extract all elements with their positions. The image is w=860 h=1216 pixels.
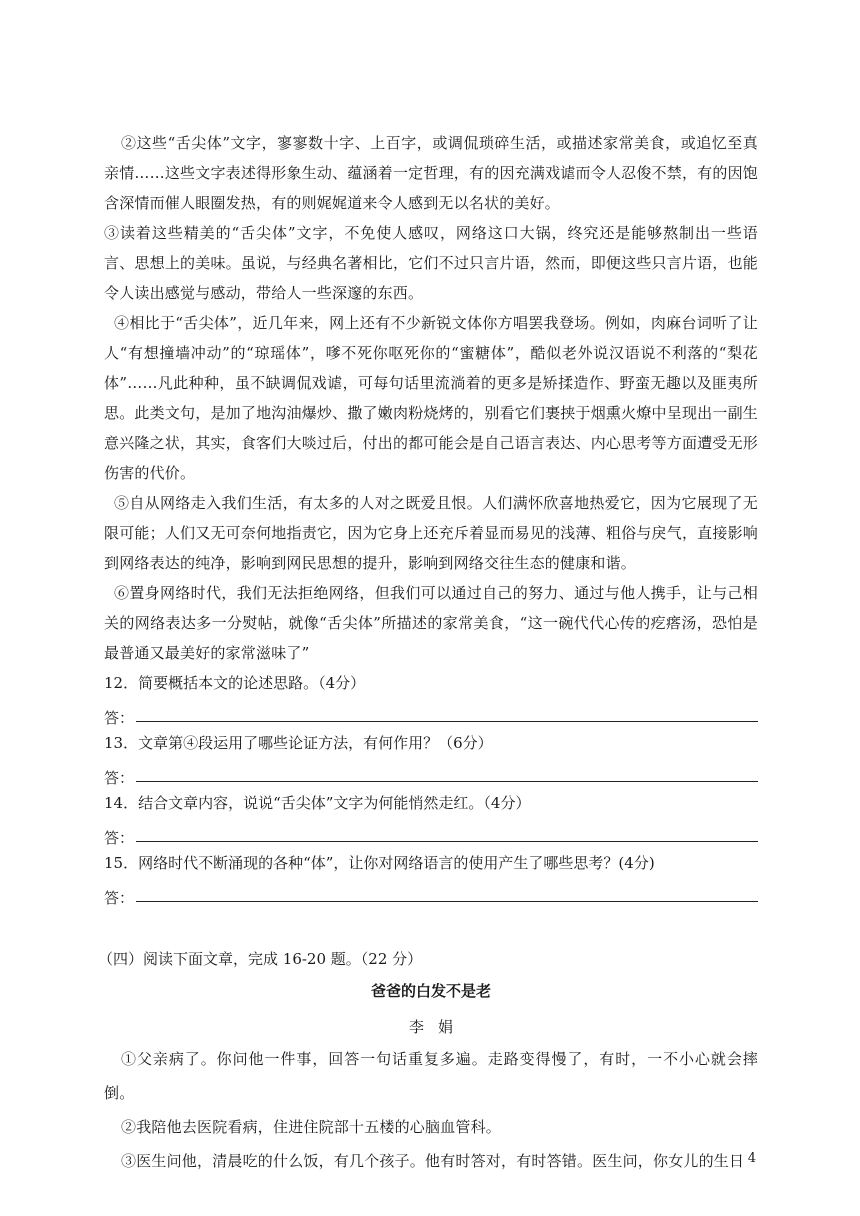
question-15 (104, 848, 758, 908)
answer-row (104, 818, 758, 848)
question-12 (104, 668, 758, 728)
article-title: 爸爸的白发不是老 (370, 982, 491, 1000)
paragraph-5: ⑤自从网络走入我们生活，有太多的人对之既爱且恨。人们满怀欣喜地热爱它，因为它展现了无限可能；人们又无可奈何地指责它，因为它身上还充斥着显而易见的浅薄、粗俗与戾气，直接影响到网络表达的纯净，影响到网民思想的提升，影响到网络交往生态的健康和谐。 (104, 494, 758, 572)
answer-line[interactable] (136, 701, 758, 722)
question-text: 12．简要概括本文的论述思路。（4分） (104, 674, 366, 692)
answer-label: 答： (104, 769, 135, 787)
answer-row (104, 878, 758, 908)
section-heading: （四）阅读下面文章，完成 16-20 题。（22 分） (98, 950, 423, 968)
story-body (104, 1042, 758, 1178)
answer-row (104, 698, 758, 728)
answer-row (104, 758, 758, 788)
answer-label: 答： (104, 829, 135, 847)
answer-label: 答： (104, 709, 135, 727)
question-14 (104, 788, 758, 848)
paragraph-2: ②这些“舌尖体”文字，寥寥数十字、上百字，或调侃琐碎生活，或描述家常美食，或追忆至真亲情……这些文字表述得形象生动、蕴涵着一定哲理，有的因充满戏谑而令人忍俊不禁，有的因饱含深情而催人眼圈发热，有的则娓娓道来令人感到无以名状的美好。 (104, 134, 758, 212)
answer-line[interactable] (136, 881, 758, 902)
question-13 (104, 728, 758, 788)
question-text: 14．结合文章内容，说说“舌尖体”文字为何能悄然走红。（4分） (104, 794, 531, 812)
answer-line[interactable] (136, 761, 758, 782)
question-text: 13．文章第④段运用了哪些论证方法，有何作用？（6分） (104, 734, 493, 752)
paragraph-4: ④相比于“舌尖体”，近几年来，网上还有不少新锐文体你方唱罢我登场。例如，肉麻台词听了让人“有想撞墙冲动”的“琼瑶体”，嗲不死你呕死你的“蜜糖体”，酷似老外说汉语说不利落的“梨花体”……凡此种种，虽不缺调侃戏谑，可每句话里流淌着的更多是矫揉造作、野蛮无趣以及匪夷所思。此类文句，是加了地沟油爆炒、撒了嫩肉粉烧烤的，别看它们裹挟于烟熏火燎中呈现出一副生意兴隆之状，其实，食客们大啖过后，付出的都可能会是自己语言表达、内心思考等方面遭受无形伤害的代价。 (104, 314, 758, 482)
paragraph-6: ⑥置身网络时代，我们无法拒绝网络，但我们可以通过自己的努力、通过与他人携手，让与己相关的网络表达多一分熨帖，就像“舌尖体”所描述的家常美食，“这一碗代代心传的疙瘩汤，恐怕是最普通又最美好的家常滋味了” (104, 584, 758, 662)
answer-label: 答： (104, 889, 135, 907)
paragraph-3: ③读着这些精美的“舌尖体”文字，不免使人感叹，网络这口大锅，终究还是能够熬制出一些语言、思想上的美味。虽说，与经典名著相比，它们不过只言片语，然而，即便这些只言片语，也能令人读出感觉与感动，带给人一些深邃的东西。 (104, 224, 758, 302)
story-paragraph-2: ②我陪他去医院看病，住进住院部十五楼的心脑血管科。 (121, 1118, 502, 1136)
question-text: 15．网络时代不断涌现的各种“体”，让你对网络语言的使用产生了哪些思考？(4分) (104, 854, 655, 872)
story-paragraph-1: ①父亲病了。你问他一件事，回答一句话重复多遍。走路变得慢了，有时，一不小心就会摔倒。 (104, 1050, 758, 1102)
answer-line[interactable] (136, 821, 758, 842)
story-paragraph-3: ③医生问他，清晨吃的什么饭，有几个孩子。他有时答对，有时答错。医生问，你女儿的生日 (121, 1152, 745, 1170)
page-number: 4 (747, 1151, 756, 1166)
article-author: 李娟 (408, 1018, 467, 1036)
document-page (98, 128, 758, 1178)
